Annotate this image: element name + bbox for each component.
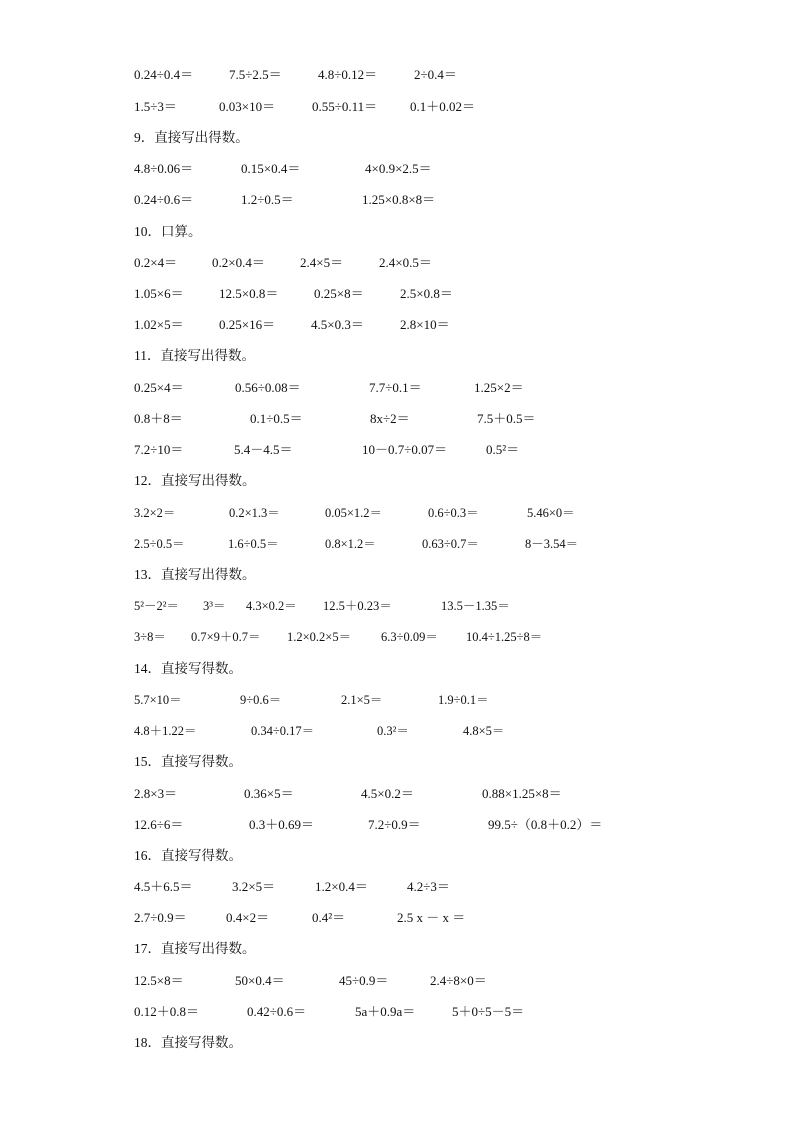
problem-expression: 2.4×5＝ <box>300 255 344 270</box>
problem-expression: 7.7÷0.1＝ <box>369 380 422 395</box>
problem-expression: 1.6÷0.5＝ <box>228 537 279 551</box>
question-number: 13． <box>134 567 161 582</box>
problem-expression: 5.7×10＝ <box>134 693 182 707</box>
problem-expression: 12.5×0.8＝ <box>219 286 279 301</box>
problem-expression: 2÷0.4＝ <box>414 67 457 82</box>
question-heading <box>134 127 249 149</box>
problem-expression: 4.2÷3＝ <box>407 879 450 894</box>
question-heading <box>134 845 242 867</box>
question-heading <box>134 470 256 492</box>
problem-row <box>0 283 794 305</box>
problem-expression: 0.8×1.2＝ <box>325 537 376 551</box>
question-instruction: 直接写得数。 <box>161 848 242 864</box>
problem-row <box>0 814 794 836</box>
problem-row <box>0 158 794 180</box>
problem-expression: 1.02×5＝ <box>134 317 184 332</box>
question-instruction: 直接写得数。 <box>161 661 242 677</box>
question-heading <box>134 564 256 586</box>
problem-expression: 0.1＋0.02＝ <box>410 99 476 114</box>
problem-row <box>0 783 794 805</box>
problem-expression: 0.24÷0.6＝ <box>134 192 194 207</box>
question-number: 14． <box>134 661 161 676</box>
question-number: 10． <box>134 224 161 239</box>
problem-expression: 2.4÷8×0＝ <box>430 973 487 988</box>
problem-row <box>0 720 794 742</box>
problem-expression: 0.4×2＝ <box>226 910 270 925</box>
problem-expression: 0.2×4＝ <box>134 255 178 270</box>
problem-expression: 4.5＋6.5＝ <box>134 879 193 894</box>
problem-row <box>0 876 794 898</box>
problem-expression: 3.2×5＝ <box>232 879 276 894</box>
problem-expression: 0.56÷0.08＝ <box>235 380 301 395</box>
problem-expression: 4.3×0.2＝ <box>246 599 297 613</box>
problem-expression: 0.34÷0.17＝ <box>251 724 315 738</box>
question-number: 15． <box>134 754 161 769</box>
problem-expression: 2.5 x － x ＝ <box>397 910 466 925</box>
problem-expression: 4.5×0.3＝ <box>311 317 364 332</box>
problem-expression: 0.25×16＝ <box>219 317 276 332</box>
problem-expression: 2.5×0.8＝ <box>400 286 453 301</box>
problem-expression: 6.3÷0.09＝ <box>381 630 438 644</box>
question-heading <box>134 221 202 243</box>
problem-expression: 4×0.9×2.5＝ <box>365 161 432 176</box>
question-instruction: 口算。 <box>161 224 202 240</box>
problem-expression: 13.5－1.35＝ <box>441 599 510 613</box>
problem-row <box>0 907 794 929</box>
problem-expression: 4.8＋1.22＝ <box>134 724 197 738</box>
problem-row <box>0 533 794 555</box>
problem-row <box>0 1001 794 1023</box>
problem-expression: 4.8×5＝ <box>463 724 505 738</box>
problem-expression: 1.9÷0.1＝ <box>438 693 489 707</box>
problem-expression: 12.5＋0.23＝ <box>323 599 392 613</box>
problem-expression: 0.1÷0.5＝ <box>250 411 303 426</box>
problem-expression: 0.03×10＝ <box>219 99 276 114</box>
problem-expression: 0.88×1.25×8＝ <box>482 786 562 801</box>
problem-row <box>0 96 794 118</box>
problem-expression: 8－3.54＝ <box>525 537 579 551</box>
problem-expression: 1.2÷0.5＝ <box>241 192 294 207</box>
problem-expression: 3.2×2＝ <box>134 506 176 520</box>
problem-expression: 0.15×0.4＝ <box>241 161 301 176</box>
question-number: 11． <box>134 348 161 363</box>
problem-row <box>0 189 794 211</box>
problem-expression: 45÷0.9＝ <box>339 973 389 988</box>
problem-row <box>0 408 794 430</box>
question-heading <box>134 345 255 367</box>
problem-expression: 10.4÷1.25÷8＝ <box>466 630 543 644</box>
problem-expression: 7.5＋0.5＝ <box>477 411 536 426</box>
problem-expression: 0.5²＝ <box>486 442 520 457</box>
problem-expression: 1.2×0.2×5＝ <box>287 630 352 644</box>
problem-expression: 2.1×5＝ <box>341 693 383 707</box>
problem-expression: 2.7÷0.9＝ <box>134 910 187 925</box>
problem-expression: 3³＝ <box>203 599 226 613</box>
problem-expression: 1.2×0.4＝ <box>315 879 368 894</box>
problem-expression: 10－0.7÷0.07＝ <box>362 442 448 457</box>
problem-expression: 4.8÷0.06＝ <box>134 161 194 176</box>
question-heading <box>134 1032 242 1054</box>
problem-row <box>0 502 794 524</box>
problem-expression: 2.8×10＝ <box>400 317 450 332</box>
problem-expression: 9÷0.6＝ <box>240 693 282 707</box>
problem-row <box>0 689 794 711</box>
problem-expression: 0.55÷0.11＝ <box>312 99 378 114</box>
problem-expression: 0.7×9＋0.7＝ <box>191 630 261 644</box>
problem-expression: 4.5×0.2＝ <box>361 786 414 801</box>
problem-row <box>0 64 794 86</box>
problem-expression: 50×0.4＝ <box>235 973 285 988</box>
problem-expression: 0.3²＝ <box>377 724 409 738</box>
question-instruction: 直接写出得数。 <box>154 130 249 146</box>
problem-expression: 2.5÷0.5＝ <box>134 537 185 551</box>
problem-expression: 7.5÷2.5＝ <box>229 67 282 82</box>
problem-row <box>0 439 794 461</box>
question-instruction: 直接写出得数。 <box>160 348 255 364</box>
problem-row <box>0 970 794 992</box>
problem-expression: 0.12＋0.8＝ <box>134 1004 200 1019</box>
question-heading <box>134 938 256 960</box>
problem-expression: 0.63÷0.7＝ <box>422 537 479 551</box>
problem-row <box>0 626 794 648</box>
problem-expression: 5.46×0＝ <box>527 506 575 520</box>
problem-expression: 1.25×0.8×8＝ <box>362 192 436 207</box>
question-heading <box>134 751 242 773</box>
problem-expression: 0.3＋0.69＝ <box>249 817 315 832</box>
problem-expression: 0.24÷0.4＝ <box>134 67 194 82</box>
problem-expression: 0.25×8＝ <box>314 286 364 301</box>
problem-expression: 0.2×1.3＝ <box>229 506 280 520</box>
problem-expression: 8x÷2＝ <box>370 411 410 426</box>
problem-expression: 2.4×0.5＝ <box>379 255 432 270</box>
problem-row <box>0 595 794 617</box>
problem-expression: 5²－2²＝ <box>134 599 179 613</box>
problem-row <box>0 252 794 274</box>
problem-expression: 4.8÷0.12＝ <box>318 67 378 82</box>
problem-expression: 12.6÷6＝ <box>134 817 184 832</box>
question-instruction: 直接写得数。 <box>161 1035 242 1051</box>
problem-expression: 5.4－4.5＝ <box>234 442 293 457</box>
question-number: 17． <box>134 941 161 956</box>
problem-expression: 5＋0÷5－5＝ <box>452 1004 525 1019</box>
question-number: 18． <box>134 1035 161 1050</box>
problem-expression: 5a＋0.9a＝ <box>355 1004 416 1019</box>
problem-expression: 0.42÷0.6＝ <box>247 1004 307 1019</box>
problem-expression: 0.05×1.2＝ <box>325 506 383 520</box>
question-number: 12． <box>134 473 161 488</box>
problem-row <box>0 314 794 336</box>
problem-expression: 0.2×0.4＝ <box>212 255 265 270</box>
problem-expression: 12.5×8＝ <box>134 973 184 988</box>
problem-expression: 0.6÷0.3＝ <box>428 506 479 520</box>
question-heading <box>134 658 242 680</box>
problem-expression: 0.8＋8＝ <box>134 411 183 426</box>
question-number: 9． <box>134 130 155 145</box>
problem-expression: 0.4²＝ <box>312 910 346 925</box>
problem-expression: 0.36×5＝ <box>244 786 294 801</box>
problem-expression: 0.25×4＝ <box>134 380 184 395</box>
question-instruction: 直接写出得数。 <box>161 473 256 489</box>
problem-expression: 3÷8＝ <box>134 630 166 644</box>
problem-expression: 1.25×2＝ <box>474 380 524 395</box>
question-instruction: 直接写出得数。 <box>161 941 256 957</box>
problem-expression: 7.2÷0.9＝ <box>368 817 421 832</box>
problem-expression: 1.5÷3＝ <box>134 99 177 114</box>
problem-expression: 2.8×3＝ <box>134 786 178 801</box>
problem-row <box>0 377 794 399</box>
problem-expression: 99.5÷（0.8＋0.2）＝ <box>488 817 603 832</box>
problem-expression: 7.2÷10＝ <box>134 442 184 457</box>
question-number: 16． <box>134 848 161 863</box>
question-instruction: 直接写得数。 <box>161 754 242 770</box>
question-instruction: 直接写出得数。 <box>161 567 256 583</box>
problem-expression: 1.05×6＝ <box>134 286 184 301</box>
